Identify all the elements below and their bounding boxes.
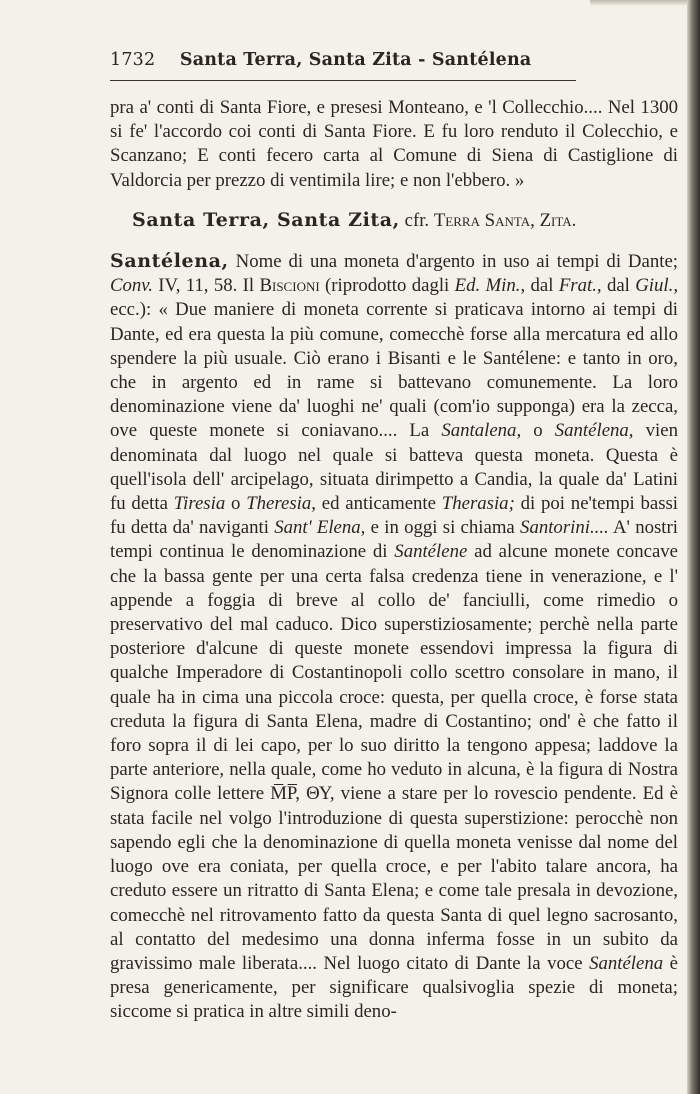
text-seg: (riprodotto dagli — [325, 275, 450, 297]
cite-giul: Giul., — [635, 275, 679, 297]
term-santelene: Santélene — [394, 541, 468, 563]
text-seg: di poi ne'tempi bassi fu detta da' naviganti — [110, 493, 679, 539]
text-seg: e in oggi si chiama — [370, 517, 515, 539]
page-edge-shadow — [687, 0, 700, 1094]
text-seg: ecc.): « Due maniere di moneta corrente si praticava intorno ai tempi di Dante, ed era questa la più comune, comecchè forse alla mercatura ed allo spendere la più usuale. Ciò erano i Bisanti e le Santélene: e tanto in oro, che in argento ed in rame si battevano comunemente. La loro denominazione viene da' luoghi ne' quali (com'io supponga) era la zecca, ove queste monete si coniavano.... La — [110, 299, 678, 442]
text-seg: dal — [606, 275, 630, 297]
entry-santelena — [110, 249, 678, 1025]
term-santalena: Santalena, — [441, 420, 522, 442]
cross-reference: Terra Santa, Zita. — [433, 209, 577, 231]
term-tiresia: Tiresia — [173, 493, 226, 515]
page-header — [110, 50, 576, 70]
body-text — [110, 96, 678, 1025]
cite-conv: Conv. — [110, 275, 153, 297]
text-seg: o — [231, 493, 241, 515]
text-seg: è presa genericamente, per significare qualsivoglia spezie di moneta; siccome si pratica in altre simili deno- — [110, 952, 678, 1023]
text-seg: ad alcune monete concave che la bassa gente per una certa falsa credenza tiene in venerazione, e l' appende a foggia di breve al collo de' fanciulli, come rimedio o preservativo del mal caduco. Dico superstiziosamente; perchè nella parte posteriore d'alcune di queste monete essendovi impressa la figura di qualche Imperadore di Costantinopoli collo scettro consolare in mano, il quale ha in cima una piccola croce: questa, per quella croce, è forse stata creduta la figura di Santa Elena, madre di Costantino; ond' è che fatto il foro sopra il di lei capo, per lo suo diritto la tengono appesa; laddove la parte anteriore, nella quale, come ho veduto in alcuna, è la figura di Nostra Signora colle lettere M̅P̅, ΘΥ, viene a stare per lo rovescio pendente. Ed è stata facile nel volgo l'introduzione di questa superstizione: perocchè non sapendo egli che la denominazione di quella moneta venisse dal nome del luogo ove era coniata, per quella croce, e per l'abito talare ancora, ha creduto essere un ritratto di Santa Elena; e come tale presala in devozione, comecchè nel ritrovamento fatto da questa Santa di quel legno sacrosanto, al contatto del medesimo una donna inferma fosse in un subito da gravissimo male liberata.... Nel luogo citato di Dante la voce — [110, 541, 679, 974]
cite-frat: Frat., — [558, 275, 602, 297]
term-theresia: Theresia, — [246, 493, 316, 515]
text-seg: Nome di una moneta d'argento in uso ai tempi di Dante; — [235, 251, 678, 273]
text-seg: A' nostri tempi continua le denominazione di — [110, 517, 678, 563]
entry-santa-terra — [110, 208, 678, 233]
page-number: 1732 — [110, 50, 156, 70]
continuation-paragraph: pra a' conti di Santa Fiore, e presesi Monteano, e 'l Collecchio.... Nel 1300 si fe' l'accordo coi conti di Santa Fiore. E fu loro renduto il Colecchio, e Scanzano; E conti fecero carta al Comune di Siena di Castiglione di Valdorcia per prezzo di ventimila lire; e non l'ebbero. » — [110, 97, 678, 191]
text-seg: ed anticamente — [321, 493, 436, 515]
term-sant-elena: Sant' Elena, — [274, 517, 366, 539]
text-seg: IV, 11, 58. Il — [158, 275, 255, 297]
text-seg: o — [533, 420, 543, 442]
header-rule — [110, 80, 576, 81]
author-biscioni: Biscioni — [259, 275, 320, 297]
term-santorini: Santorini.... — [520, 517, 609, 539]
cite-edmin: Ed. Min., — [454, 275, 526, 297]
text-seg: dal — [530, 275, 554, 297]
page-edge-top — [590, 0, 700, 6]
headword-santa-terra: Santa Terra, Santa Zita, — [132, 208, 400, 231]
running-title: Santa Terra, Santa Zita - Santélena — [179, 50, 532, 70]
text-seg: vien denominata dal luogo nel quale si batteva questa moneta. Questa è quell'isola dell' arcipelago, situata dirimpetto a Candia, la quale da' Latini fu detta — [110, 420, 678, 515]
term-santelena: Santélena, — [554, 420, 634, 442]
cfr-label: cfr. — [404, 209, 430, 231]
term-therasia: Therasia; — [441, 493, 515, 515]
term-santelena-2: Santélena — [589, 952, 664, 974]
headword-santelena: Santélena, — [110, 250, 229, 273]
